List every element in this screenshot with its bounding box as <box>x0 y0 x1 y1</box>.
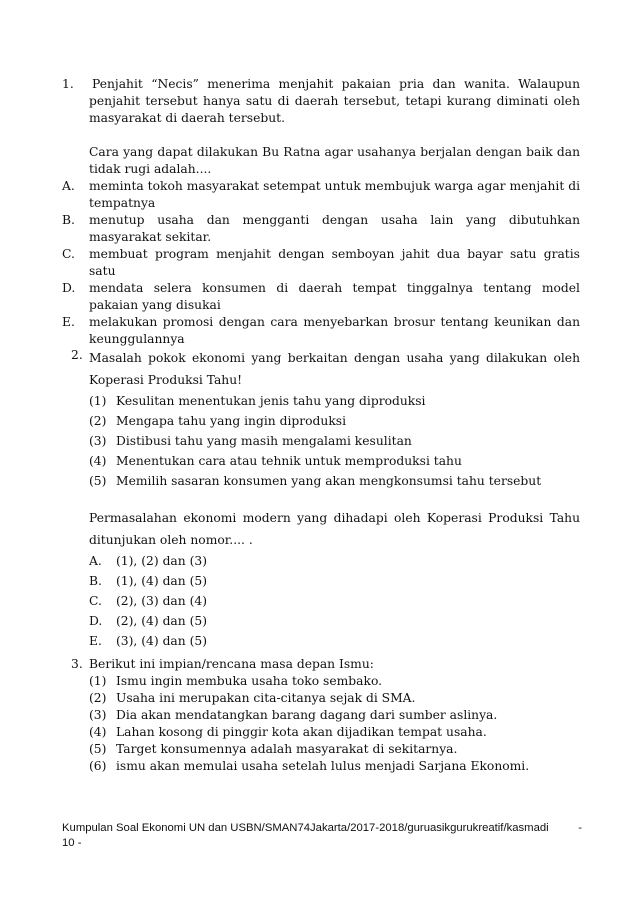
statement-item <box>89 707 580 724</box>
answer-options <box>89 551 580 651</box>
statement-label: (5) <box>89 474 107 488</box>
statement-text: Dia akan mendatangkan barang dagang dari sumber aslinya. <box>116 708 498 722</box>
question-stem: Penjahit “Necis” menerima menjahit pakaian pria dan wanita. Walaupun penjahit tersebut hanya satu di daerah tersebut, tetapi kurang diminati oleh masyarakat di daerah tersebut. <box>89 77 580 125</box>
statement-label: (2) <box>89 414 107 428</box>
question-body <box>89 347 580 651</box>
option-c <box>62 246 580 280</box>
statement-item <box>89 741 580 758</box>
statement-list <box>89 391 580 491</box>
statement-label: (6) <box>89 759 107 773</box>
option-text: (2), (3) dan (4) <box>116 594 208 608</box>
option-label: A. <box>89 554 102 568</box>
question-1 <box>62 76 580 348</box>
question-prompt: Cara yang dapat dilakukan Bu Ratna agar usahanya berjalan dengan baik dan tidak rugi adalah.... <box>89 145 580 176</box>
statement-item <box>89 391 580 411</box>
option-d <box>62 280 580 314</box>
question-2 <box>71 347 580 651</box>
footer-text: Kumpulan Soal Ekonomi UN dan USBN/SMAN74Jakarta/2017-2018/guruasikgurukreatif/kasmadi <box>62 822 549 834</box>
option-d <box>89 611 580 631</box>
question-body <box>89 656 580 775</box>
option-text: mendata selera konsumen di daerah tempat tinggalnya tentang model pakaian yang disukai <box>89 281 580 312</box>
statement-label: (3) <box>89 434 107 448</box>
statement-label: (1) <box>89 674 107 688</box>
option-text: (1), (4) dan (5) <box>116 574 208 588</box>
option-e <box>62 314 580 348</box>
option-text: (3), (4) dan (5) <box>116 634 208 648</box>
option-label: B. <box>62 213 75 227</box>
statement-item <box>89 690 580 707</box>
statement-item <box>89 411 580 431</box>
statement-label: (2) <box>89 691 107 705</box>
statement-label: (5) <box>89 742 107 756</box>
option-text: meminta tokoh masyarakat setempat untuk membujuk warga agar menjahit di tempatnya <box>89 179 580 210</box>
question-number: 1. <box>62 77 74 91</box>
answer-options <box>62 178 580 348</box>
option-text: menutup usaha dan mengganti dengan usaha lain yang dibutuhkan masyarakat sekitar. <box>89 213 580 244</box>
question-stem: Berikut ini impian/rencana masa depan Ismu: <box>89 657 374 671</box>
statement-text: Distibusi tahu yang masih mengalami kesulitan <box>116 434 412 448</box>
statement-text: Usaha ini merupakan cita-citanya sejak di SMA. <box>116 691 416 705</box>
statement-item <box>89 758 580 775</box>
question-stem: Masalah pokok ekonomi yang berkaitan dengan usaha yang dilakukan oleh Koperasi Produksi Tahu! <box>89 351 580 387</box>
page-footer <box>62 821 582 851</box>
option-label: E. <box>89 634 102 648</box>
option-label: A. <box>62 179 75 193</box>
option-label: D. <box>89 614 103 628</box>
option-text: (2), (4) dan (5) <box>116 614 208 628</box>
statement-label: (4) <box>89 725 107 739</box>
option-label: C. <box>89 594 102 608</box>
statement-text: Target konsumennya adalah masyarakat di sekitarnya. <box>116 742 458 756</box>
question-number: 2. <box>71 348 83 362</box>
option-a <box>62 178 580 212</box>
option-text: (1), (2) dan (3) <box>116 554 208 568</box>
statement-item <box>89 471 580 491</box>
statement-label: (3) <box>89 708 107 722</box>
option-text: membuat program menjahit dengan semboyan jahit dua bayar satu gratis satu <box>89 247 580 278</box>
statement-text: Lahan kosong di pinggir kota akan dijadikan tempat usaha. <box>116 725 487 739</box>
option-c <box>89 591 580 611</box>
option-b <box>89 571 580 591</box>
statement-label: (4) <box>89 454 107 468</box>
statement-list <box>89 673 580 775</box>
statement-item <box>89 673 580 690</box>
question-body <box>62 76 580 348</box>
statement-label: (1) <box>89 394 107 408</box>
option-label: B. <box>89 574 102 588</box>
option-e <box>89 631 580 651</box>
option-label: C. <box>62 247 75 261</box>
statement-text: Kesulitan menentukan jenis tahu yang diproduksi <box>116 394 426 408</box>
statement-text: Memilih sasaran konsumen yang akan mengkonsumsi tahu tersebut <box>116 474 542 488</box>
option-text: melakukan promosi dengan cara menyebarkan brosur tentang keunikan dan keunggulannya <box>89 315 580 346</box>
option-b <box>62 212 580 246</box>
statement-text: ismu akan memulai usaha setelah lulus menjadi Sarjana Ekonomi. <box>116 759 530 773</box>
statement-text: Mengapa tahu yang ingin diproduksi <box>116 414 347 428</box>
page-number: 10 - <box>62 837 82 849</box>
option-a <box>89 551 580 571</box>
footer-dash: - <box>578 822 582 834</box>
question-number: 3. <box>71 657 83 671</box>
option-label: D. <box>62 281 76 295</box>
statement-text: Menentukan cara atau tehnik untuk memproduksi tahu <box>116 454 462 468</box>
statement-text: Ismu ingin membuka usaha toko sembako. <box>116 674 383 688</box>
statement-item <box>89 451 580 471</box>
statement-item <box>89 431 580 451</box>
question-prompt: Permasalahan ekonomi modern yang dihadapi oleh Koperasi Produksi Tahu ditunjukan oleh nomor.... . <box>89 511 580 547</box>
statement-item <box>89 724 580 741</box>
option-label: E. <box>62 315 75 329</box>
question-3 <box>71 656 580 775</box>
